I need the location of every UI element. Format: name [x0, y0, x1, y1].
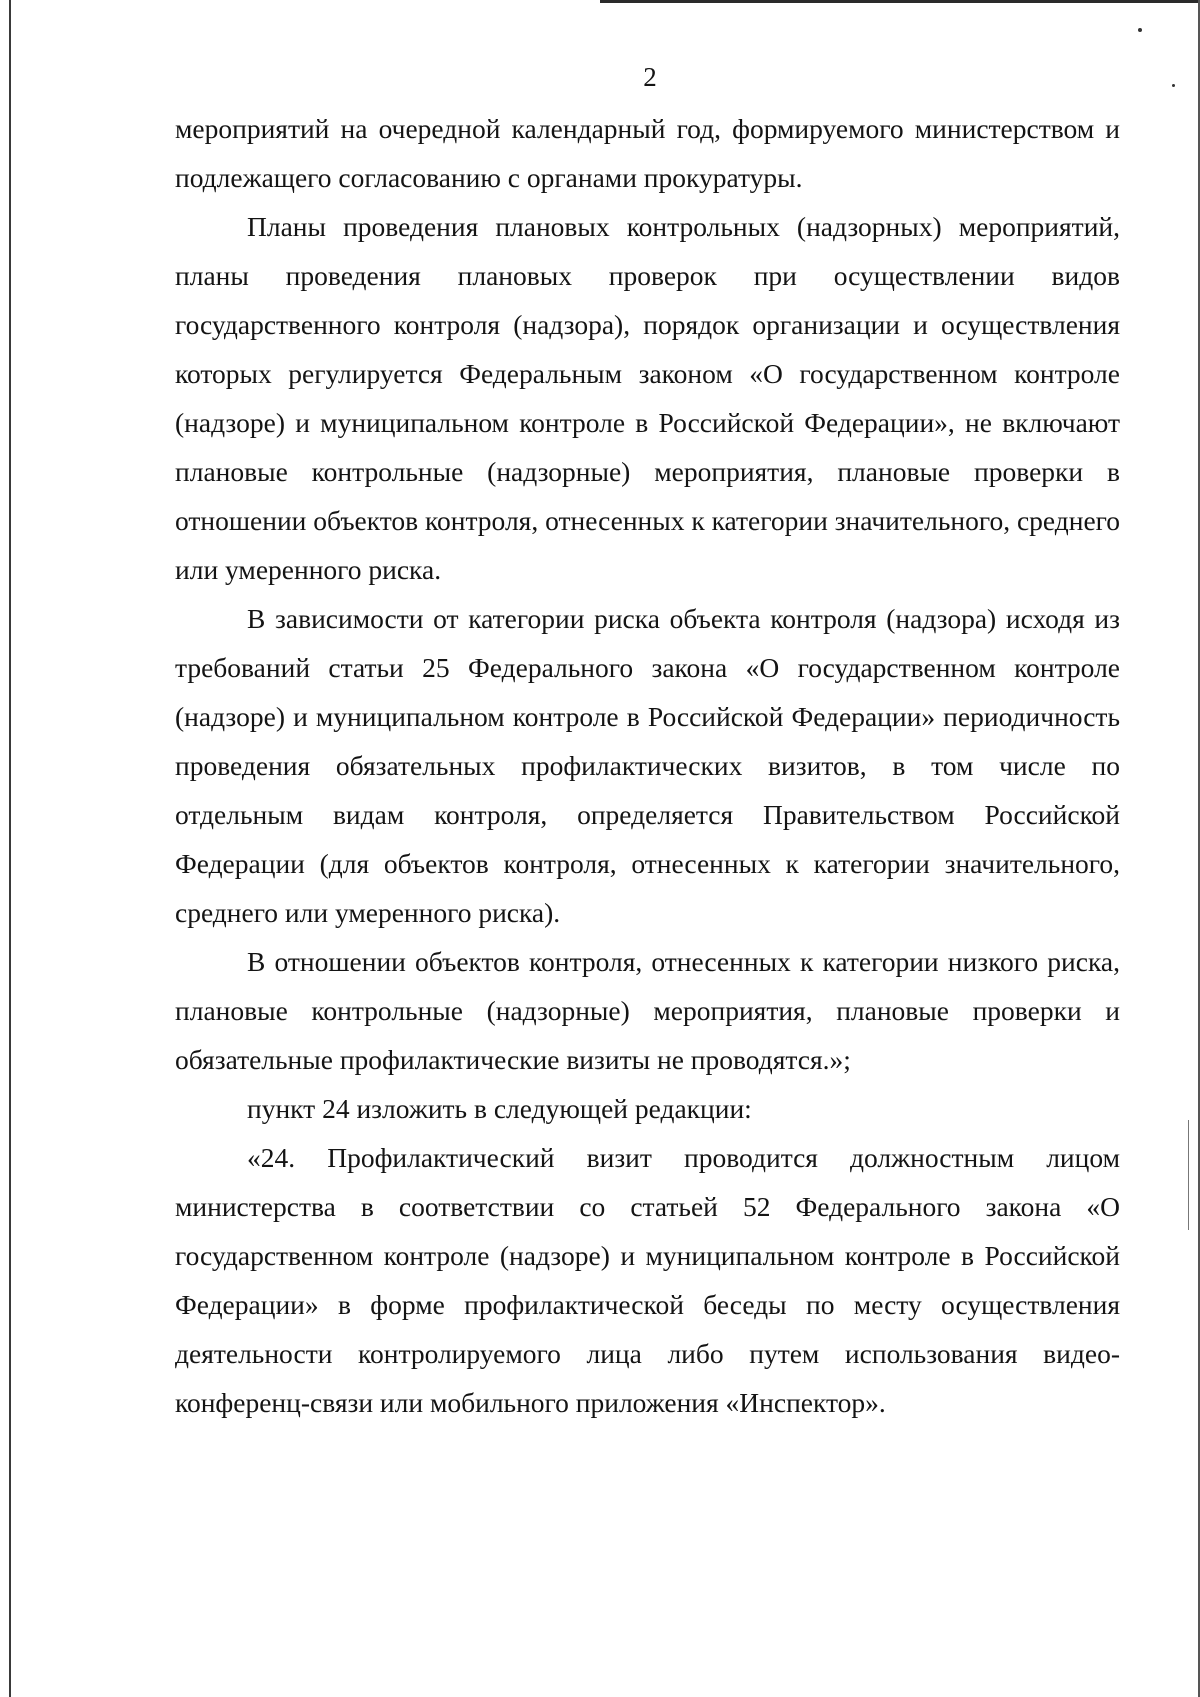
paragraph-low-risk: В отношении объектов контроля, отнесенных к категории низкого риска, плановые контрольные (надзорные) мероприятия, плановые проверки и обязательные профилактические визиты не проводятся.»;	[175, 946, 1120, 1075]
scan-speck	[1138, 28, 1142, 32]
scan-edge-left	[9, 0, 11, 1697]
paragraph-risk-category: В зависимости от категории риска объекта контроля (надзора) исходя из требований статьи 25 Федерального закона «О государственном контроле (надзоре) и муниципальном контроле в Российской Федерации» периодичность проведения обязательных профилактических визитов, в том числе по отдельным видам контроля, определяется Правительством Российской Федерации (для объектов контроля, отнесенных к категории значительного, среднего или умеренного риска).	[175, 603, 1120, 928]
paragraph-item-24-instruction: пункт 24 изложить в следующей редакции:	[247, 1093, 752, 1124]
paragraph-continuation: мероприятий на очередной календарный год, формируемого министерством и подлежащего согласованию с органами прокуратуры.	[175, 113, 1120, 193]
scan-mark	[1188, 1120, 1189, 1230]
document-body	[175, 104, 1120, 1427]
paragraph-item-24: «24. Профилактический визит проводится должностным лицом министерства в соответствии со статьей 52 Федерального закона «О государственном контроле (надзоре) и муниципальном контроле в Российской Федерации» в форме профилактической беседы по месту осуществления деятельности контролируемого лица либо путем использования видео-конференц-связи или мобильного приложения «Инспектор».	[175, 1142, 1120, 1418]
scan-edge-top	[600, 0, 1200, 3]
paragraph-plans: Планы проведения плановых контрольных (надзорных) мероприятий, планы проведения плановых проверок при осуществлении видов государственного контроля (надзора), порядок организации и осуществления которых регулируется Федеральным законом «О государственном контроле (надзоре) и муниципальном контроле в Российской Федерации», не включают плановые контрольные (надзорные) мероприятия, плановые проверки в отношении объектов контроля, отнесенных к категории значительного, среднего или умеренного риска.	[175, 211, 1121, 585]
page-number: 2	[643, 62, 657, 92]
